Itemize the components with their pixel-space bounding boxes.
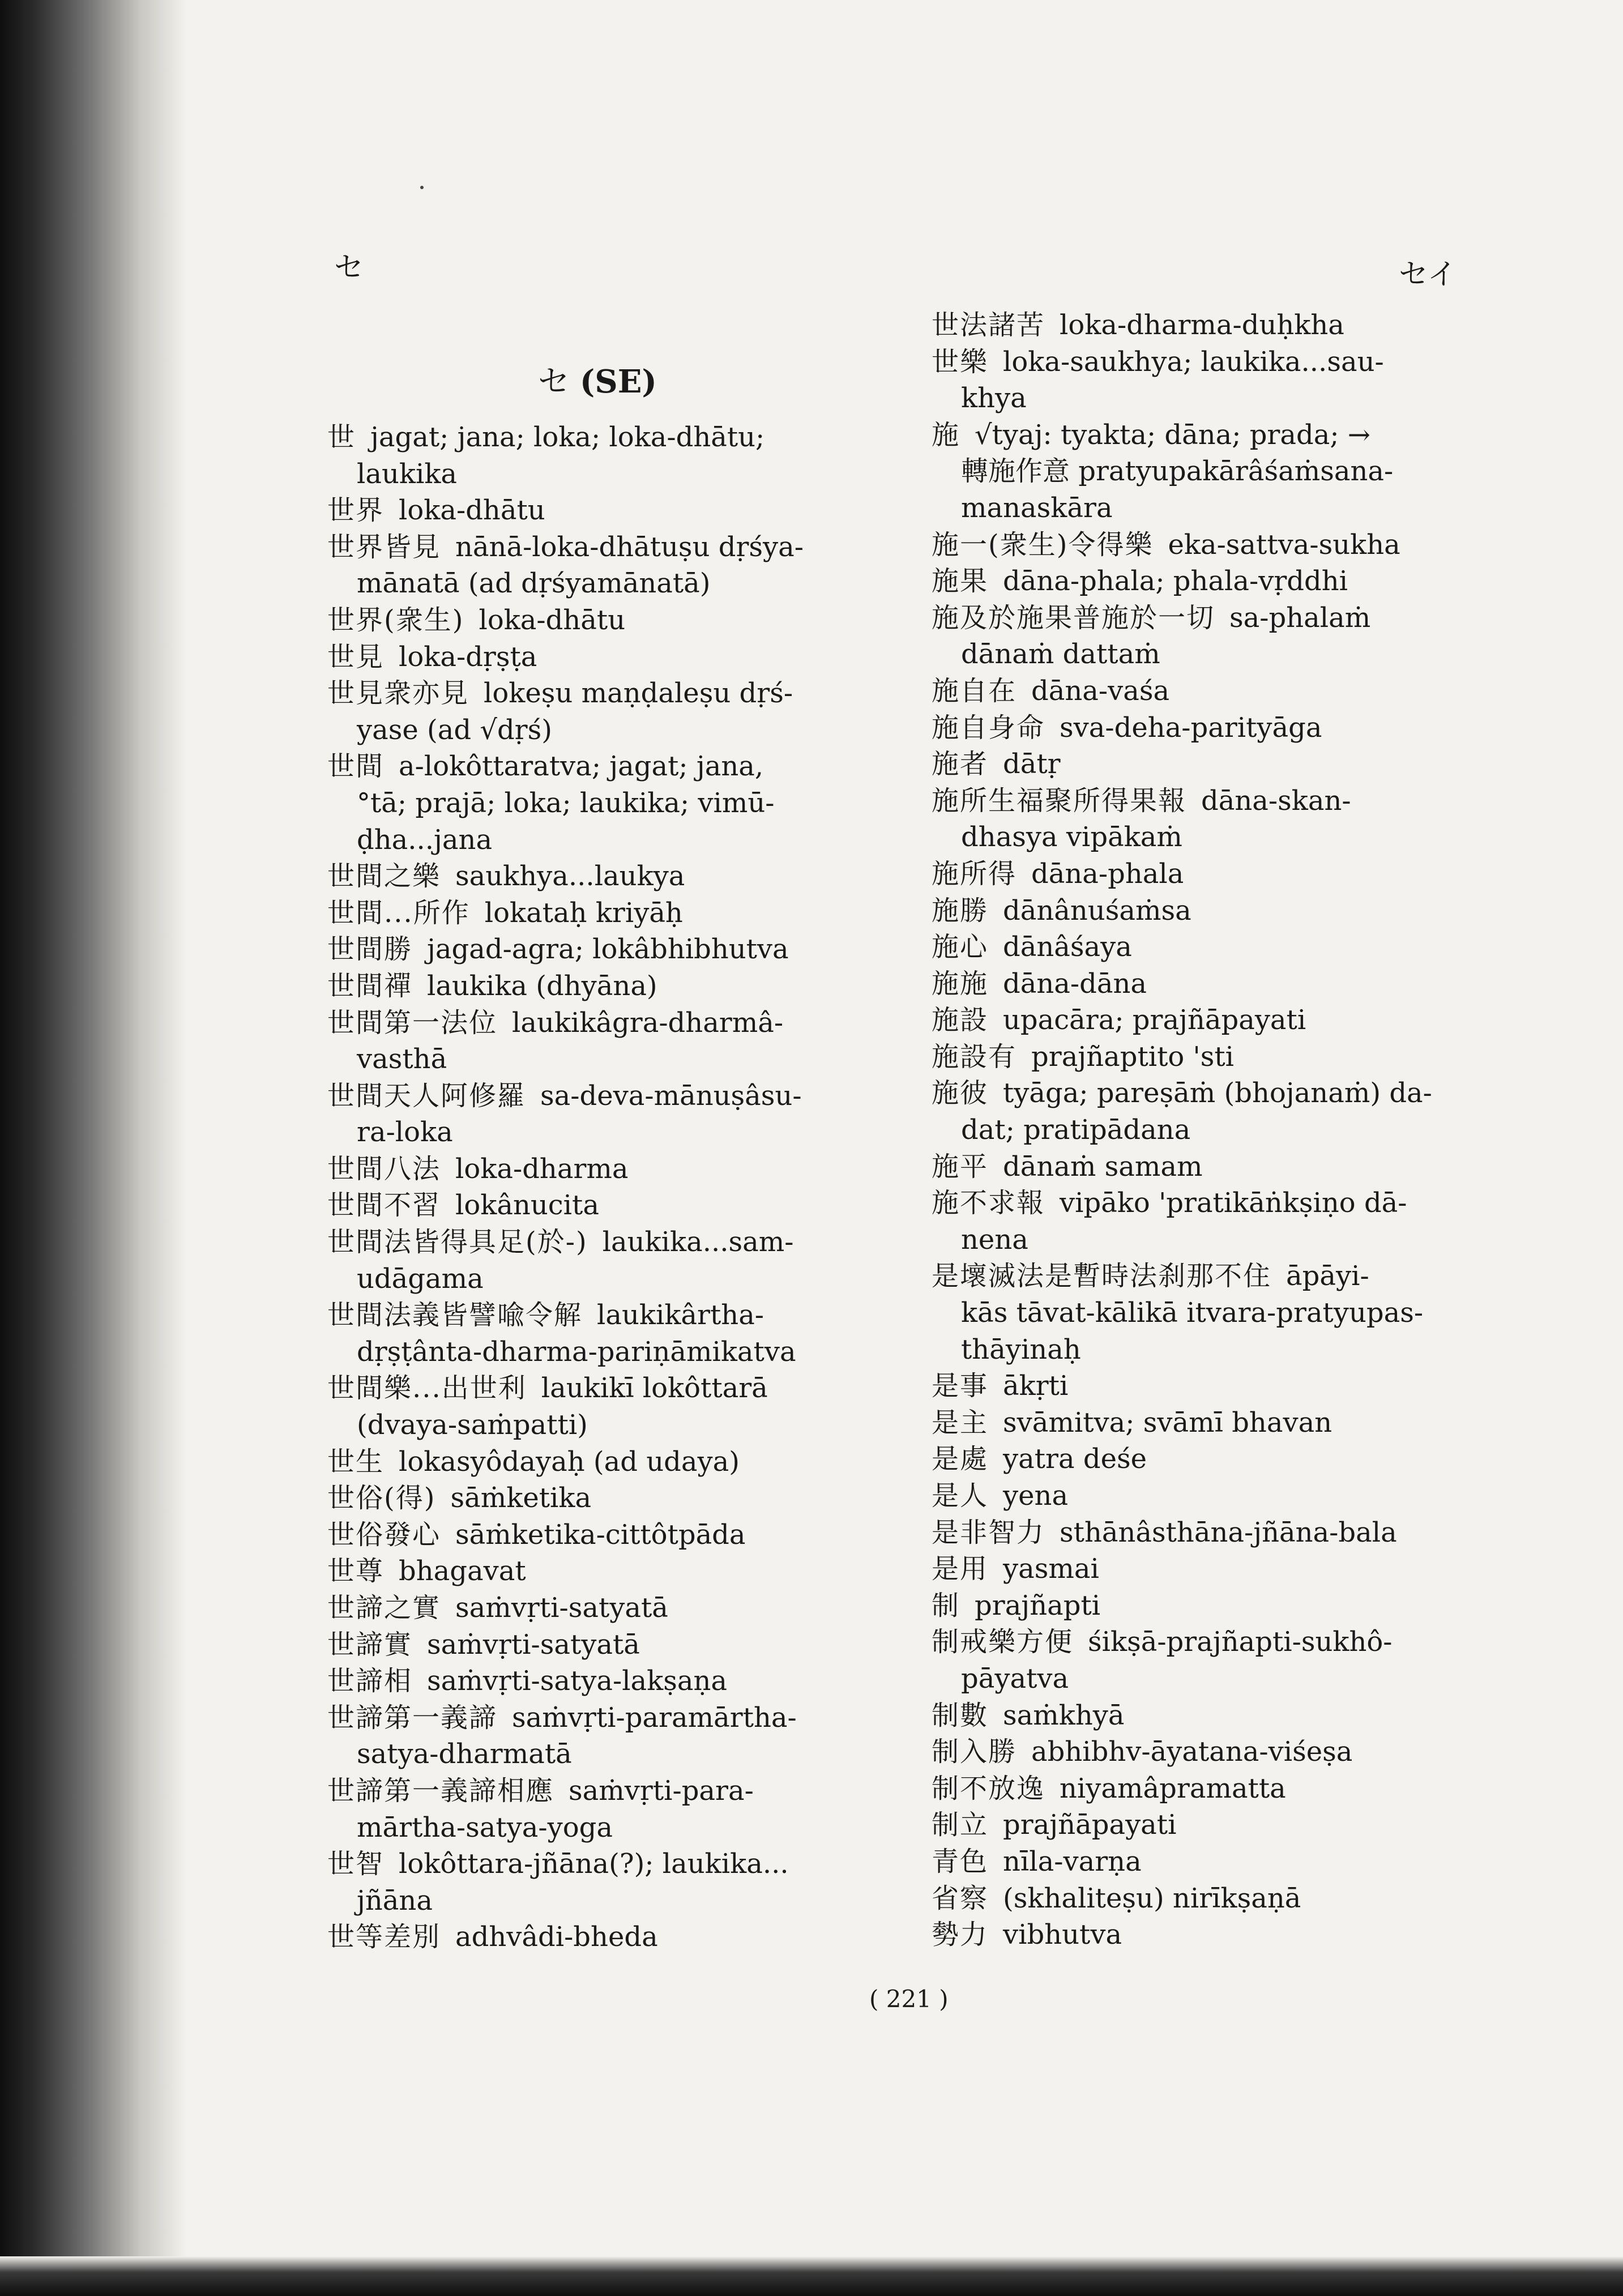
dictionary-entry	[932, 856, 1475, 893]
entry-gloss-continuation: °tā; prajā; loka; laukika; vimū-	[357, 787, 775, 819]
dictionary-entry	[327, 1590, 871, 1627]
dictionary-entry	[932, 929, 1475, 966]
entry-gloss-continuation: dhasya vipākaṁ	[961, 821, 1182, 853]
dictionary-entry	[932, 1587, 1475, 1624]
entry-gloss: prajñāpayati	[1003, 1809, 1177, 1841]
entry-headword: 制數	[932, 1699, 989, 1731]
entry-gloss: laukikī lokôttarā	[541, 1372, 768, 1405]
entry-gloss: jagad-agra; lokâbhibhutva	[427, 933, 789, 966]
entry-gloss-continuation: udāgama	[357, 1262, 484, 1295]
dictionary-entry	[932, 1624, 1475, 1697]
dictionary-entry	[327, 748, 871, 858]
right-column	[932, 307, 1475, 1953]
entry-headword: 施及於施果普施於一切	[932, 601, 1215, 634]
entry-headword: 世間勝	[327, 933, 413, 966]
dictionary-entry	[932, 783, 1475, 856]
page-number: ( 221 )	[869, 1985, 949, 2013]
dictionary-entry	[932, 746, 1475, 783]
entry-headword: 施所生福聚所得果報	[932, 784, 1187, 817]
dictionary-entry	[327, 858, 871, 895]
dictionary-entry	[932, 1478, 1475, 1514]
dictionary-entry	[932, 1368, 1475, 1405]
dictionary-entry	[932, 1843, 1475, 1880]
entry-gloss-continuation: vasthā	[357, 1043, 447, 1076]
entry-gloss-continuation: dat; pratipādana	[961, 1114, 1191, 1146]
dictionary-entry	[932, 1770, 1475, 1807]
dictionary-entry	[932, 1405, 1475, 1441]
entry-headword: 制不放逸	[932, 1772, 1045, 1804]
entry-headword: 世諦相	[327, 1665, 413, 1697]
entry-gloss-continuation: jñāna	[357, 1884, 433, 1917]
entry-gloss: sa-phalaṁ	[1229, 601, 1371, 634]
entry-headword: 施不求報	[932, 1187, 1045, 1219]
entry-headword: 制立	[932, 1809, 989, 1841]
entry-headword: 施者	[932, 748, 989, 780]
dictionary-entry	[327, 1663, 871, 1700]
entry-headword: 世尊	[327, 1555, 385, 1587]
dictionary-entry	[932, 1551, 1475, 1587]
entry-gloss: saukhya...laukya	[455, 860, 685, 893]
entry-headword: 世間法義皆譬喩令解	[327, 1299, 583, 1331]
entry-gloss: dāna-dāna	[1003, 967, 1147, 1000]
dictionary-entry	[932, 600, 1475, 673]
entry-headword: 世生	[327, 1445, 385, 1478]
dictionary-entry	[932, 1258, 1475, 1368]
dictionary-entry	[932, 1917, 1475, 1953]
dictionary-entry	[327, 492, 871, 529]
entry-headword: 世間第一法位	[327, 1006, 498, 1039]
entry-gloss: dānâśaya	[1003, 931, 1132, 963]
entry-gloss: ākṛti	[1003, 1370, 1069, 1402]
dictionary-entry	[932, 1039, 1475, 1076]
dictionary-entry	[327, 1224, 871, 1297]
entry-gloss: laukikâgra-dharmâ-	[512, 1006, 784, 1039]
dictionary-entry	[327, 1919, 871, 1956]
scan-speck	[420, 186, 424, 189]
dictionary-entry	[327, 1078, 871, 1151]
entry-headword: 世間禪	[327, 970, 413, 1002]
entry-gloss: saṁvṛti-para-	[569, 1774, 754, 1807]
entry-gloss-continuation: ra-loka	[357, 1116, 453, 1149]
entry-gloss: loka-dhātu	[479, 604, 626, 636]
entry-gloss: abhibhv-āyatana-viśeṣa	[1031, 1736, 1353, 1768]
entry-headword: 施所得	[932, 857, 1017, 890]
entry-gloss: dāna-phala	[1031, 857, 1184, 890]
entry-gloss: laukika...sam-	[602, 1226, 794, 1258]
entry-gloss: loka-saukhya; laukika...sau-	[1003, 345, 1384, 378]
entry-headword: 世間天人阿修羅	[327, 1079, 526, 1112]
entry-headword: 施勝	[932, 894, 989, 927]
entry-gloss: loka-dhātu	[399, 494, 545, 527]
section-title-kana: セ	[538, 364, 570, 400]
entry-gloss-continuation: manaskāra	[961, 492, 1113, 524]
entry-headword: 施設有	[932, 1040, 1017, 1073]
entry-headword: 是處	[932, 1443, 989, 1475]
entry-gloss-continuation: yase (ad √dṛś)	[357, 714, 552, 746]
entry-headword: 世間	[327, 750, 385, 783]
entry-gloss: yasmai	[1003, 1553, 1099, 1585]
entry-headword: 勢力	[932, 1919, 989, 1951]
dictionary-entry	[327, 1480, 871, 1517]
dictionary-entry	[932, 1075, 1475, 1148]
entry-gloss: vibhutva	[1003, 1919, 1122, 1951]
entry-gloss-continuation: mānatā (ad dṛśyamānatā)	[357, 567, 711, 600]
entry-headword: 世見衆亦見	[327, 677, 469, 710]
left-column	[327, 419, 871, 1956]
entry-headword: 世間法皆得具足(於-)	[327, 1226, 588, 1258]
dictionary-entry	[327, 675, 871, 748]
dictionary-entry	[327, 1627, 871, 1663]
dictionary-entry	[327, 529, 871, 602]
entry-headword: 施自在	[932, 675, 1017, 707]
entry-gloss-continuation: pāyatva	[961, 1662, 1069, 1695]
entry-headword: 制	[932, 1589, 960, 1621]
entry-gloss: dāna-skan-	[1201, 784, 1351, 817]
dictionary-entry	[327, 1517, 871, 1554]
entry-gloss: dātṛ	[1003, 748, 1061, 780]
running-header-left: セ	[334, 251, 364, 285]
dictionary-entry	[327, 1370, 871, 1443]
entry-headword: 世智	[327, 1848, 385, 1880]
entry-headword: 世間之樂	[327, 860, 441, 893]
scan-shadow-left	[0, 0, 187, 2296]
entry-headword: 世間樂...出世利	[327, 1372, 527, 1405]
dictionary-entry	[327, 602, 871, 639]
entry-gloss: upacāra; prajñāpayati	[1003, 1004, 1306, 1036]
entry-gloss: śikṣā-prajñapti-sukhô-	[1088, 1626, 1393, 1658]
dictionary-entry	[932, 563, 1475, 600]
entry-headword: 制戒樂方便	[932, 1626, 1074, 1658]
entry-headword: 世俗發心	[327, 1518, 441, 1551]
entry-gloss: sāṁketika-cittôtpāda	[455, 1518, 746, 1551]
entry-headword: 世界(衆生)	[327, 604, 464, 636]
entry-gloss-continuation: nena	[961, 1223, 1028, 1256]
entry-headword: 施施	[932, 967, 989, 1000]
entry-headword: 世諦第一義諦相應	[327, 1774, 554, 1807]
entry-headword: 省察	[932, 1882, 989, 1914]
dictionary-entry	[327, 895, 871, 932]
dictionary-entry	[327, 1700, 871, 1773]
dictionary-entry	[932, 1807, 1475, 1843]
dictionary-entry	[327, 931, 871, 968]
dictionary-entry	[932, 1149, 1475, 1185]
dictionary-entry	[932, 1514, 1475, 1551]
entry-gloss: tyāga; pareṣāṁ (bhojanaṁ) da-	[1003, 1077, 1432, 1109]
entry-gloss-continuation: mārtha-satya-yoga	[357, 1811, 613, 1843]
entry-headword: 制入勝	[932, 1736, 1017, 1768]
dictionary-entry	[327, 1773, 871, 1846]
entry-gloss: saṁkhyā	[1003, 1699, 1125, 1731]
entry-gloss: prajñapti	[975, 1589, 1101, 1621]
entry-gloss-continuation: dṛṣṭânta-dharma-pariṇāmikatva	[357, 1335, 796, 1368]
entry-gloss: dāna-phala; phala-vṛddhi	[1003, 565, 1348, 598]
entry-headword: 世樂	[932, 345, 989, 378]
entry-gloss: sthānâsthāna-jñāna-bala	[1060, 1516, 1397, 1548]
entry-gloss: laukika (dhyāna)	[427, 970, 657, 1002]
dictionary-entry	[327, 1297, 871, 1370]
entry-headword: 施果	[932, 565, 989, 598]
entry-gloss: saṁvṛti-satyatā	[427, 1628, 640, 1661]
entry-headword: 世諦第一義諦	[327, 1701, 498, 1734]
entry-gloss: jagat; jana; loka; loka-dhātu;	[370, 421, 765, 453]
entry-headword: 施彼	[932, 1077, 989, 1109]
entry-headword: 世諦之實	[327, 1592, 441, 1624]
entry-headword: 施心	[932, 931, 989, 963]
entry-headword: 施	[932, 419, 960, 451]
dictionary-entry	[932, 307, 1475, 344]
dictionary-entry	[932, 710, 1475, 746]
entry-headword: 是壞滅法是暫時法刹那不住	[932, 1260, 1272, 1292]
entry-headword: 是主	[932, 1406, 989, 1439]
entry-headword: 世間八法	[327, 1153, 441, 1185]
section-title	[538, 357, 657, 402]
entry-gloss-continuation: 轉施作意 pratyupakārâśaṁsana-	[961, 455, 1394, 488]
dictionary-entry	[327, 419, 871, 492]
entry-headword: 是事	[932, 1370, 989, 1402]
entry-headword: 世見	[327, 641, 385, 673]
entry-gloss: loka-dṛṣṭa	[399, 641, 537, 673]
dictionary-entry	[932, 1697, 1475, 1734]
dictionary-entry	[932, 673, 1475, 710]
entry-gloss: laukikârtha-	[597, 1299, 764, 1331]
entry-gloss: yena	[1003, 1480, 1069, 1512]
entry-gloss: lokataḥ kriyāḥ	[484, 897, 683, 929]
entry-gloss: sāṁketika	[450, 1482, 592, 1514]
entry-gloss: sa-deva-mānuṣâsu-	[540, 1079, 802, 1112]
entry-headword: 世等差別	[327, 1921, 441, 1953]
entry-gloss: dānaṁ samam	[1003, 1150, 1203, 1183]
entry-gloss: a-lokôttaratva; jagat; jana,	[399, 750, 764, 783]
entry-headword: 世俗(得)	[327, 1482, 436, 1514]
dictionary-entry	[327, 1151, 871, 1188]
dictionary-entry	[327, 1005, 871, 1078]
entry-gloss-continuation: ḍha...jana	[357, 823, 493, 856]
entry-gloss: svāmitva; svāmī bhavan	[1003, 1406, 1332, 1439]
entry-gloss: eka-sattva-sukha	[1168, 528, 1400, 561]
entry-gloss: niyamâpramatta	[1060, 1772, 1286, 1804]
entry-gloss: sva-deha-parityāga	[1060, 711, 1322, 744]
entry-gloss: prajñaptito 'sti	[1031, 1040, 1234, 1073]
entry-gloss: lokânucita	[455, 1189, 599, 1222]
entry-headword: 世	[327, 421, 356, 453]
entry-gloss: nānā-loka-dhātuṣu dṛśya-	[455, 531, 804, 563]
dictionary-entry	[932, 1880, 1475, 1917]
entry-headword: 世間不習	[327, 1189, 441, 1222]
entry-gloss: yatra deśe	[1003, 1443, 1147, 1475]
entry-headword: 世界	[327, 494, 385, 527]
scan-shadow-bottom	[0, 2256, 1623, 2296]
entry-gloss: lokeṣu maṇḍaleṣu dṛś-	[484, 677, 793, 710]
entry-gloss-continuation: satya-dharmatā	[357, 1738, 572, 1770]
running-header-right: セイ	[1399, 258, 1457, 292]
entry-gloss-continuation: (dvaya-saṁpatti)	[357, 1409, 588, 1441]
dictionary-entry	[932, 527, 1475, 564]
entry-gloss: lokôttara-jñāna(?); laukika...	[399, 1848, 789, 1880]
entry-headword: 世界皆見	[327, 531, 441, 563]
entry-headword: 世法諸苦	[932, 309, 1045, 341]
entry-gloss: dānânuśaṁsa	[1003, 894, 1191, 927]
section-title-roman: (SE)	[579, 363, 657, 400]
dictionary-entry	[932, 1734, 1475, 1770]
entry-gloss: saṁvṛti-paramārtha-	[512, 1701, 797, 1734]
dictionary-entry	[932, 344, 1475, 417]
entry-gloss: āpāyi-	[1286, 1260, 1369, 1292]
entry-headword: 是人	[932, 1480, 989, 1512]
entry-gloss: nīla-varṇa	[1003, 1845, 1142, 1877]
entry-gloss: (skhaliteṣu) nirīkṣaṇā	[1003, 1882, 1301, 1914]
entry-gloss: saṁvṛti-satya-lakṣaṇa	[427, 1665, 728, 1697]
dictionary-entry	[932, 1002, 1475, 1039]
entry-headword: 是用	[932, 1553, 989, 1585]
dictionary-entry	[327, 968, 871, 1005]
entry-gloss-continuation: laukika	[357, 458, 458, 490]
entry-gloss: loka-dharma	[455, 1153, 629, 1185]
dictionary-entry	[327, 1444, 871, 1480]
entry-gloss-continuation: dānaṁ dattaṁ	[961, 638, 1160, 671]
entry-headword: 世諦實	[327, 1628, 413, 1661]
entry-headword: 施一(衆生)令得樂	[932, 528, 1154, 561]
entry-gloss-continuation: khya	[961, 382, 1027, 415]
dictionary-entry	[327, 639, 871, 676]
entry-gloss: adhvâdi-bheda	[455, 1921, 658, 1953]
entry-headword: 施自身命	[932, 711, 1045, 744]
entry-gloss: dāna-vaśa	[1031, 675, 1170, 707]
entry-headword: 施平	[932, 1150, 989, 1183]
entry-gloss: bhagavat	[399, 1555, 526, 1587]
entry-gloss: loka-dharma-duḥkha	[1060, 309, 1344, 341]
dictionary-entry	[932, 966, 1475, 1002]
entry-headword: 世間...所作	[327, 897, 470, 929]
entry-headword: 是非智力	[932, 1516, 1045, 1548]
entry-gloss: saṁvṛti-satyatā	[455, 1592, 668, 1624]
dictionary-entry	[327, 1846, 871, 1919]
dictionary-entry	[327, 1187, 871, 1224]
entry-gloss: lokasyôdayaḥ (ad udaya)	[399, 1445, 740, 1478]
entry-headword: 青色	[932, 1845, 989, 1877]
entry-gloss: √tyaj: tyakta; dāna; prada; →	[975, 419, 1370, 451]
dictionary-entry	[932, 1185, 1475, 1258]
entry-gloss: vipāko 'pratikāṅkṣiṇo dā-	[1060, 1187, 1407, 1219]
entry-gloss-continuation: kās tāvat-kālikā itvara-pratyupas-	[961, 1297, 1424, 1329]
dictionary-entry	[932, 1441, 1475, 1478]
dictionary-entry	[932, 417, 1475, 527]
dictionary-entry	[327, 1553, 871, 1590]
dictionary-entry	[932, 893, 1475, 929]
entry-headword: 施設	[932, 1004, 989, 1036]
entry-gloss-continuation: thāyinaḥ	[961, 1333, 1081, 1365]
